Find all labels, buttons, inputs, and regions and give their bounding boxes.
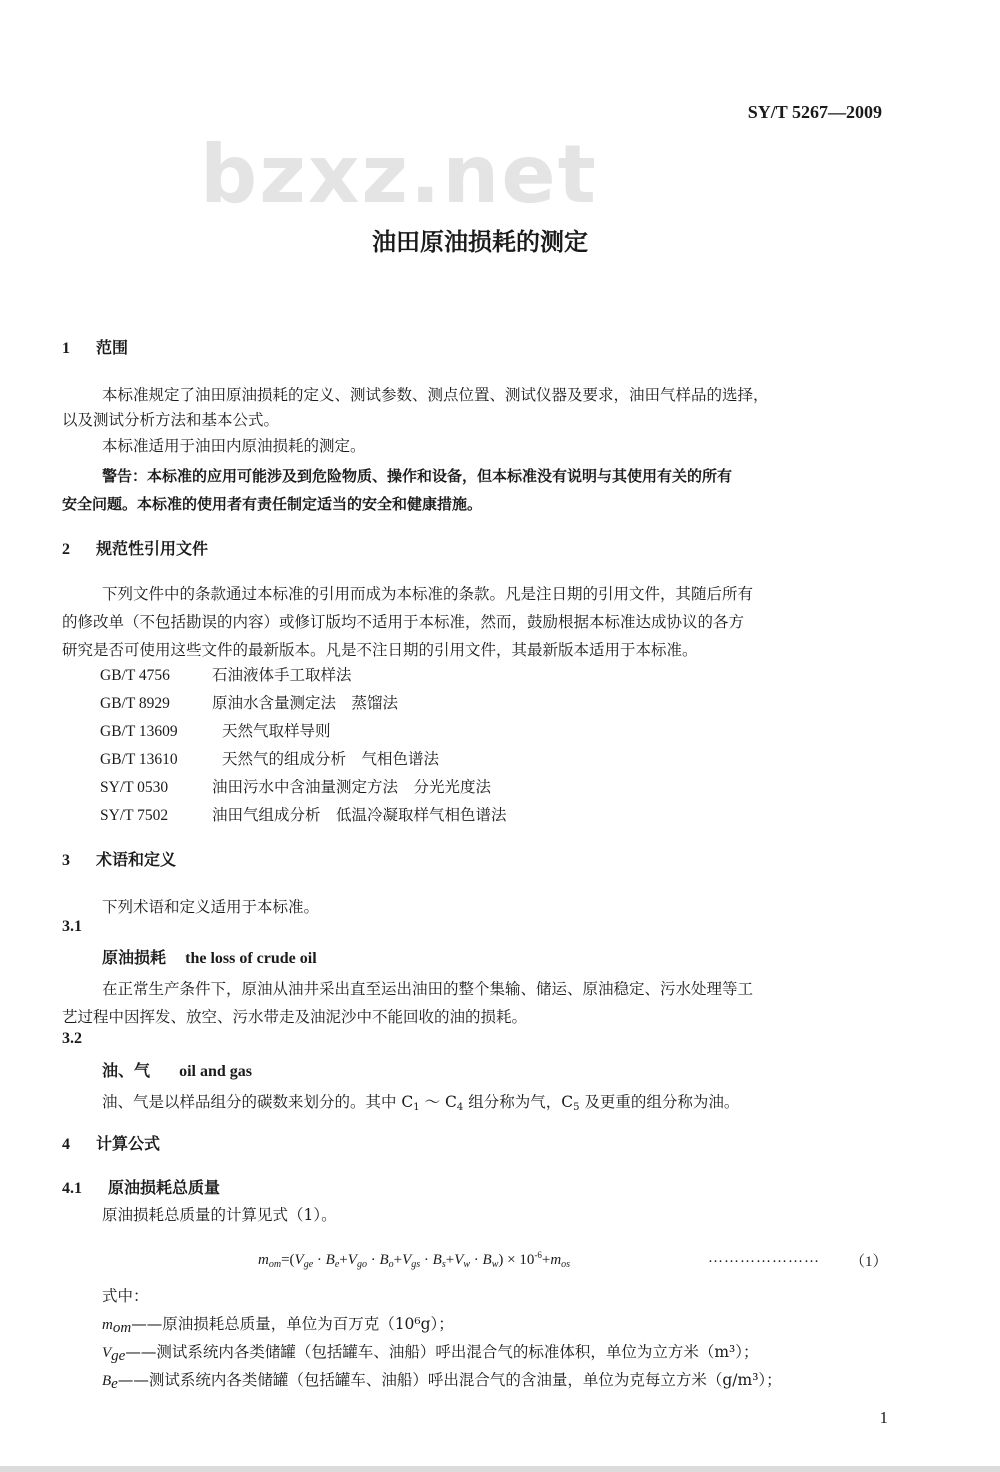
- section-1-paragraph-1-cont: 以及测试分析方法和基本公式。: [62, 411, 280, 429]
- section-title: 范围: [96, 338, 129, 357]
- text-segment: 油、气是以样品组分的碳数来划分的。其中 C: [102, 1093, 414, 1111]
- section-number: 4: [62, 1136, 70, 1153]
- formula-1: $m_{om}=(V_{ge} \cdot B_e+V_{go} \cdot B_o+V_{gs} \cdot B_s+V_w \cdot B_w) \times 10^{-6}+m_{os}$: [258, 1250, 571, 1270]
- section-1-heading: [62, 335, 128, 358]
- section-3-heading: [62, 847, 176, 870]
- subsection-title: 原油损耗总质量: [108, 1178, 221, 1197]
- standard-number: SY/T 5267—2009: [747, 102, 882, 122]
- reference-code: SY/T 0530: [100, 779, 169, 796]
- term-definition-line-1: 在正常生产条件下，原油从油井采出直至运出油田的整个集输、储运、原油稳定、污水处理等工: [102, 980, 754, 998]
- section-title: 术语和定义: [96, 850, 177, 869]
- subscript: om: [112, 1320, 132, 1336]
- variable-definition: [102, 1366, 782, 1398]
- variable-symbol: V: [102, 1345, 112, 1361]
- subsection-number: 4.1: [62, 1180, 82, 1197]
- term-definition: [102, 1088, 739, 1122]
- warning-line-2: 安全问题。本标准的使用者有责任制定适当的安全和健康措施。: [62, 495, 483, 513]
- section-title: 计算公式: [96, 1134, 161, 1153]
- subscript: ge: [111, 1348, 126, 1364]
- reference-code: GB/T 8929: [100, 695, 170, 712]
- term-number: 3.2: [62, 1030, 82, 1047]
- page-bottom-edge: [0, 1466, 1000, 1472]
- reference-code: GB/T 13610: [100, 751, 178, 768]
- reference-code: SY/T 7502: [100, 807, 169, 824]
- section-number: 2: [62, 541, 70, 558]
- reference-code: GB/T 13609: [100, 723, 178, 740]
- reference-code: GB/T 4756: [100, 667, 170, 684]
- reference-title: 油田污水中含油量测定方法 分光光度法: [212, 778, 492, 796]
- subscript: 5: [573, 1102, 580, 1113]
- reference-title: 油田气组成分析 低温冷凝取样气相色谱法: [212, 806, 507, 824]
- section-3-intro: 下列术语和定义适用于本标准。: [102, 898, 320, 916]
- reference-item: [100, 747, 439, 769]
- section-4-heading: [62, 1131, 160, 1154]
- reference-title: 原油水含量测定法 蒸馏法: [212, 694, 399, 712]
- section-2-line-2: 的修改单（不包括勘误的内容）或修订版均不适用于本标准，然而，鼓励根据本标准达成协议的各方: [62, 613, 745, 631]
- reference-title: 天然气取样导则: [222, 722, 331, 740]
- variable-description: ——测试系统内各类储罐（包括罐车、油船）呼出混合气的含油量，单位为克每立方米（g/m³）；: [117, 1371, 782, 1389]
- subscript: 4: [456, 1102, 464, 1113]
- page-number: 1: [879, 1408, 888, 1427]
- term-chinese: 原油损耗: [102, 948, 167, 967]
- term-definition-line-2: 艺过程中因挥发、放空、污水带走及油泥沙中不能回收的油的损耗。: [62, 1008, 528, 1026]
- text-segment: ～ C: [419, 1093, 457, 1111]
- subscript: 1: [413, 1102, 420, 1113]
- subsection-intro: 原油损耗总质量的计算见式（1）。: [102, 1206, 337, 1224]
- reference-item: [100, 775, 491, 797]
- section-1-paragraph-1: [62, 381, 896, 409]
- reference-title: 石油液体手工取样法: [212, 666, 352, 684]
- text-segment: 组分称为气，C: [463, 1093, 574, 1111]
- variable-description: ——原油损耗总质量，单位为百万克（10⁶g）；: [131, 1315, 454, 1333]
- variable-symbol: m: [102, 1317, 113, 1333]
- section-number: 3: [62, 852, 70, 869]
- reference-title: 天然气的组成分析 气相色谱法: [222, 750, 440, 768]
- section-2-line-1: 下列文件中的条款通过本标准的引用而成为本标准的条款。凡是注日期的引用文件，其随后所有: [102, 585, 754, 603]
- text-segment: 及更重的组分称为油。: [579, 1093, 740, 1111]
- variable-symbol: B: [102, 1373, 112, 1389]
- section-number: 1: [62, 340, 70, 357]
- reference-item: [100, 719, 331, 741]
- reference-item: [100, 663, 352, 685]
- subscript: e: [111, 1376, 118, 1392]
- term-number: 3.1: [62, 918, 82, 935]
- subsection-4-1-heading: [62, 1175, 220, 1198]
- term-heading: [102, 945, 317, 968]
- term-english: the loss of crude oil: [185, 950, 317, 967]
- section-title: 规范性引用文件: [96, 539, 209, 558]
- document-title: 油田原油损耗的测定: [372, 228, 588, 256]
- section-2-line-3: 研究是否可使用这些文件的最新版本。凡是不注日期的引用文件，其最新版本适用于本标准。: [62, 641, 698, 659]
- section-1-paragraph-2: 本标准适用于油田内原油损耗的测定。: [102, 437, 366, 455]
- section-2-heading: [62, 536, 208, 559]
- reference-item: [100, 691, 398, 713]
- equation-number: （1）: [850, 1254, 888, 1270]
- variable-description: ——测试系统内各类储罐（包括罐车、油船）呼出混合气的标准体积，单位为立方米（m³）；: [125, 1343, 759, 1361]
- term-english: oil and gas: [179, 1063, 253, 1080]
- watermark: bzxz.net: [200, 128, 598, 221]
- where-label: 式中：: [102, 1287, 149, 1305]
- formula-leader-dots: …………………: [708, 1250, 820, 1266]
- term-chinese: 油、气: [102, 1061, 151, 1080]
- warning-line-1: 警告：本标准的应用可能涉及到危险物质、操作和设备，但本标准没有说明与其使用有关的所有: [102, 467, 733, 485]
- reference-item: [100, 803, 507, 825]
- text-line: 本标准规定了油田原油损耗的定义、测试参数、测点位置、测试仪器及要求，油田气样品的选择，: [102, 386, 769, 404]
- term-heading: [102, 1058, 252, 1081]
